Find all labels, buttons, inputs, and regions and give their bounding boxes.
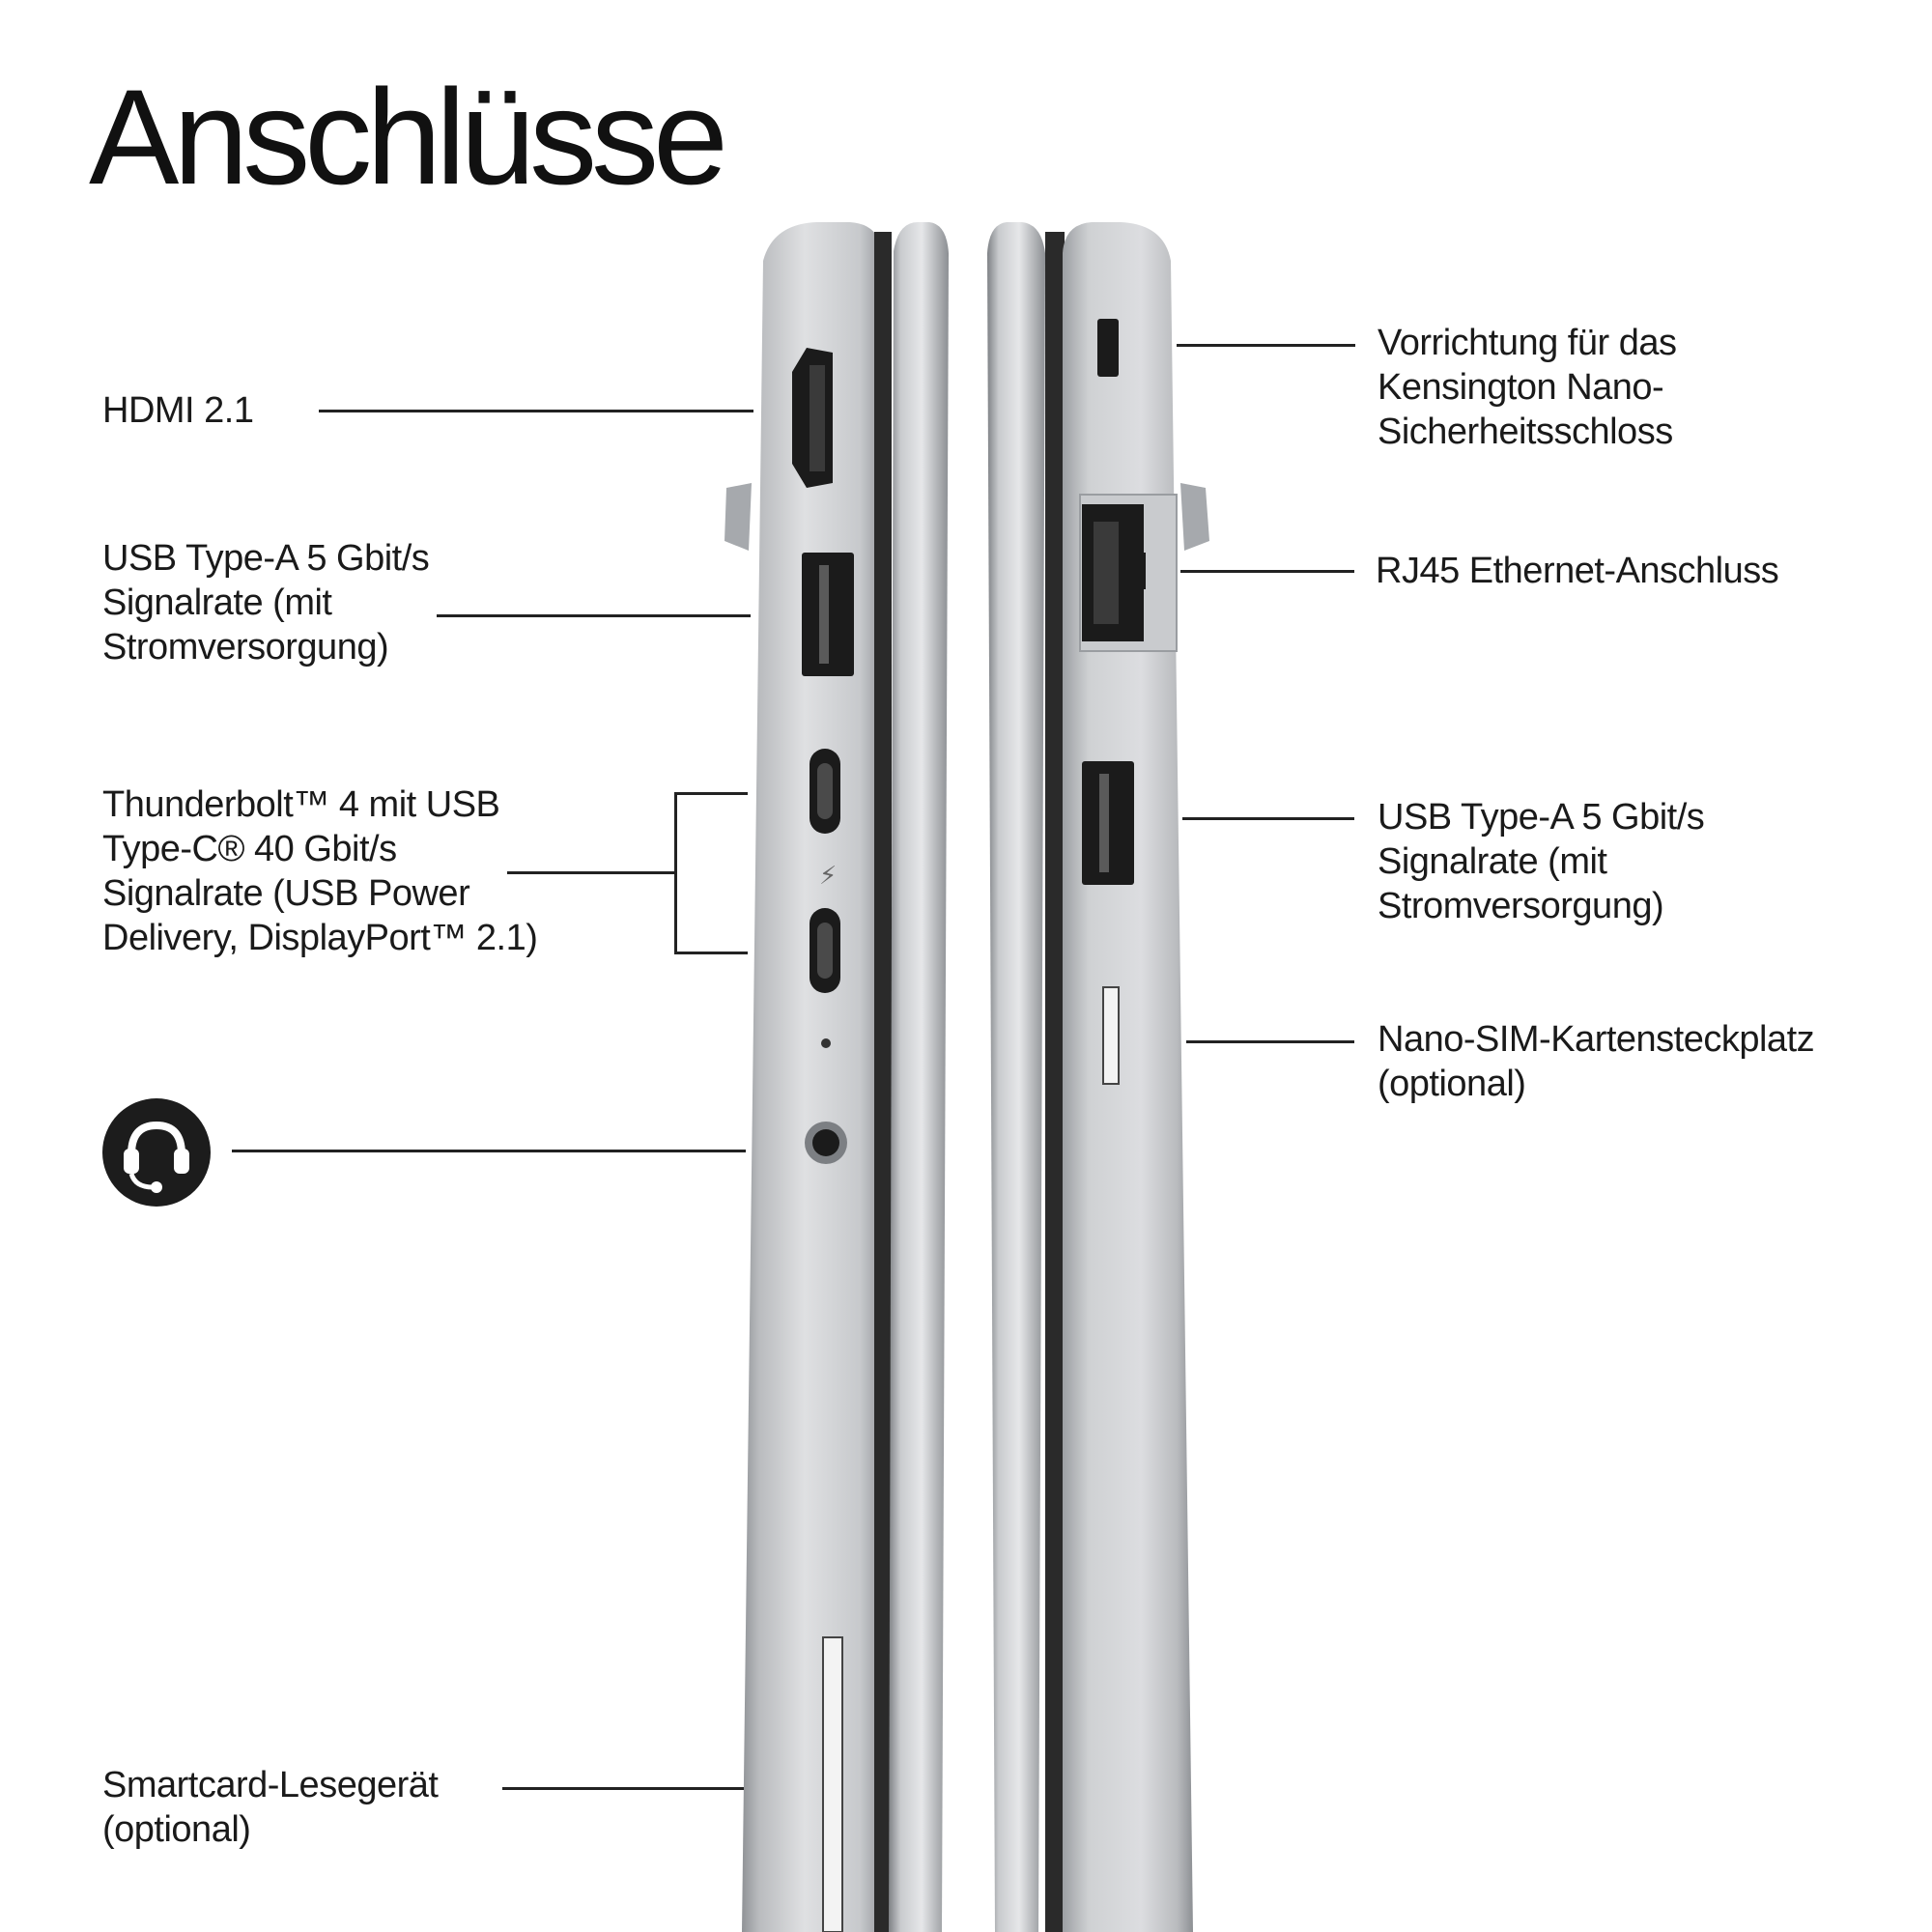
label-thunderbolt: Thunderbolt™ 4 mit USB Type-C® 40 Gbit/s Signalrate (USB Power Delivery, DisplayPort™ 2.1) bbox=[102, 784, 538, 958]
leader-usb-a-left bbox=[437, 614, 751, 617]
leader-headset bbox=[232, 1150, 746, 1152]
leader-thunderbolt-bracket bbox=[674, 792, 677, 954]
leader-thunderbolt-bottom bbox=[674, 952, 748, 954]
label-usb-a-left: USB Type-A 5 Gbit/s Signalrate (mit Stromversorgung) bbox=[102, 538, 430, 668]
label-smartcard: Smartcard-Lesegerät (optional) bbox=[102, 1765, 439, 1850]
svg-text:⚡: ⚡ bbox=[819, 862, 838, 891]
label-sim: Nano-SIM-Kartensteckplatz (optional) bbox=[1378, 1019, 1815, 1104]
leader-hdmi bbox=[319, 410, 753, 412]
label-usb-a-right: USB Type-A 5 Gbit/s Signalrate (mit Stromversorgung) bbox=[1378, 797, 1705, 926]
leader-smartcard bbox=[502, 1787, 744, 1790]
leader-rj45 bbox=[1180, 570, 1354, 573]
leader-kensington bbox=[1177, 344, 1355, 347]
kensington-slot bbox=[1097, 319, 1119, 377]
page-title: Anschlüsse bbox=[89, 61, 723, 213]
label-kensington: Vorrichtung für das Kensington Nano- Sicherheitsschloss bbox=[1378, 323, 1677, 452]
label-hdmi: HDMI 2.1 bbox=[102, 390, 254, 431]
headset-icon bbox=[102, 1098, 211, 1207]
sim-slot bbox=[1103, 987, 1119, 1084]
smartcard-slot bbox=[823, 1637, 842, 1932]
leader-thunderbolt-main bbox=[507, 871, 676, 874]
leader-thunderbolt-top bbox=[674, 792, 748, 795]
left-side-view bbox=[724, 222, 949, 1932]
leader-usb-a-right bbox=[1182, 817, 1354, 820]
label-rj45: RJ45 Ethernet-Anschluss bbox=[1376, 551, 1779, 591]
right-side-view bbox=[987, 222, 1209, 1932]
leader-sim bbox=[1186, 1040, 1354, 1043]
